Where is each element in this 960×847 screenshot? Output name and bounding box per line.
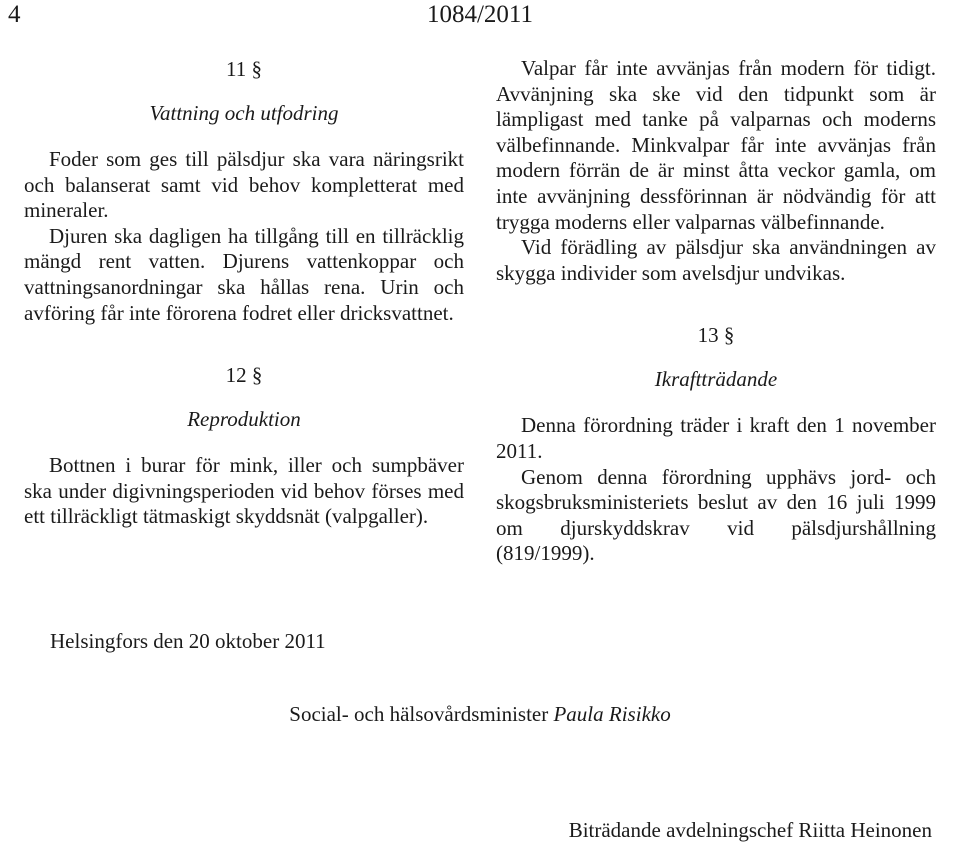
minister-signature: [0, 701, 960, 727]
minister-title: Social- och hälsovårdsminister: [289, 702, 549, 726]
section-12-paragraph-2: Valpar får inte avvänjas från modern för tidigt. Avvänjning ska ske vid den tidpunkt som är lämpligast med tanke på valparnas och moderns välbefinnande. Minkvalpar får inte avvänjas från modern förrän de är minst åtta veckor gamla, om inte avvänjning dessförinnan är nödvändig för att trygga moderns eller valparnas välbefinnande.: [496, 56, 936, 234]
page-number: 4: [8, 1, 21, 28]
section-11-paragraph-1: Foder som ges till pälsdjur ska vara näringsrikt och balanserat samt vid behov kompletterat med mineraler.: [24, 147, 464, 223]
section-12-paragraph-1: Bottnen i burar för mink, iller och sumpbäver ska under digivningsperioden vid behov förses med ett tillräckligt tätmaskigt skyddsnät (valpgaller).: [24, 453, 464, 529]
section-11-title: Vattning och utfodring: [149, 101, 339, 125]
section-11-paragraph-2: Djuren ska dagligen ha tillgång till en tillräcklig mängd rent vatten. Djurens vattenkoppar och vattningsanordningar ska hållas rena. Urin och avföring får inte förorena fodret eller dricksvattnet.: [24, 223, 464, 325]
right-column: [496, 56, 936, 567]
section-12-number: 12 §: [225, 363, 263, 388]
left-column: [24, 56, 464, 530]
document-number: 1084/2011: [426, 1, 534, 28]
section-12-title: Reproduktion: [187, 407, 301, 432]
section-11-number: 11 §: [226, 57, 262, 81]
section-12-paragraph-3: Vid förädling av pälsdjur ska användningen av skygga individer som avelsdjur undvikas.: [496, 235, 936, 285]
signing-place-date: Helsingfors den 20 oktober 2011: [50, 629, 326, 653]
countersigner: Biträdande avdelningschef Riitta Heinonen: [568, 818, 932, 842]
section-13-number: 13 §: [697, 323, 735, 348]
section-13-paragraph-2: Genom denna förordning upphävs jord- och skogsbruksministeriets beslut av den 16 juli 1999 om djurskyddskrav vid pälsdjurshållning (819/1999).: [496, 464, 936, 566]
section-13-paragraph-1: Denna förordning träder i kraft den 1 november 2011.: [496, 413, 936, 463]
minister-name: Paula Risikko: [553, 702, 671, 726]
section-13-title: Ikraftträdande: [654, 367, 778, 392]
